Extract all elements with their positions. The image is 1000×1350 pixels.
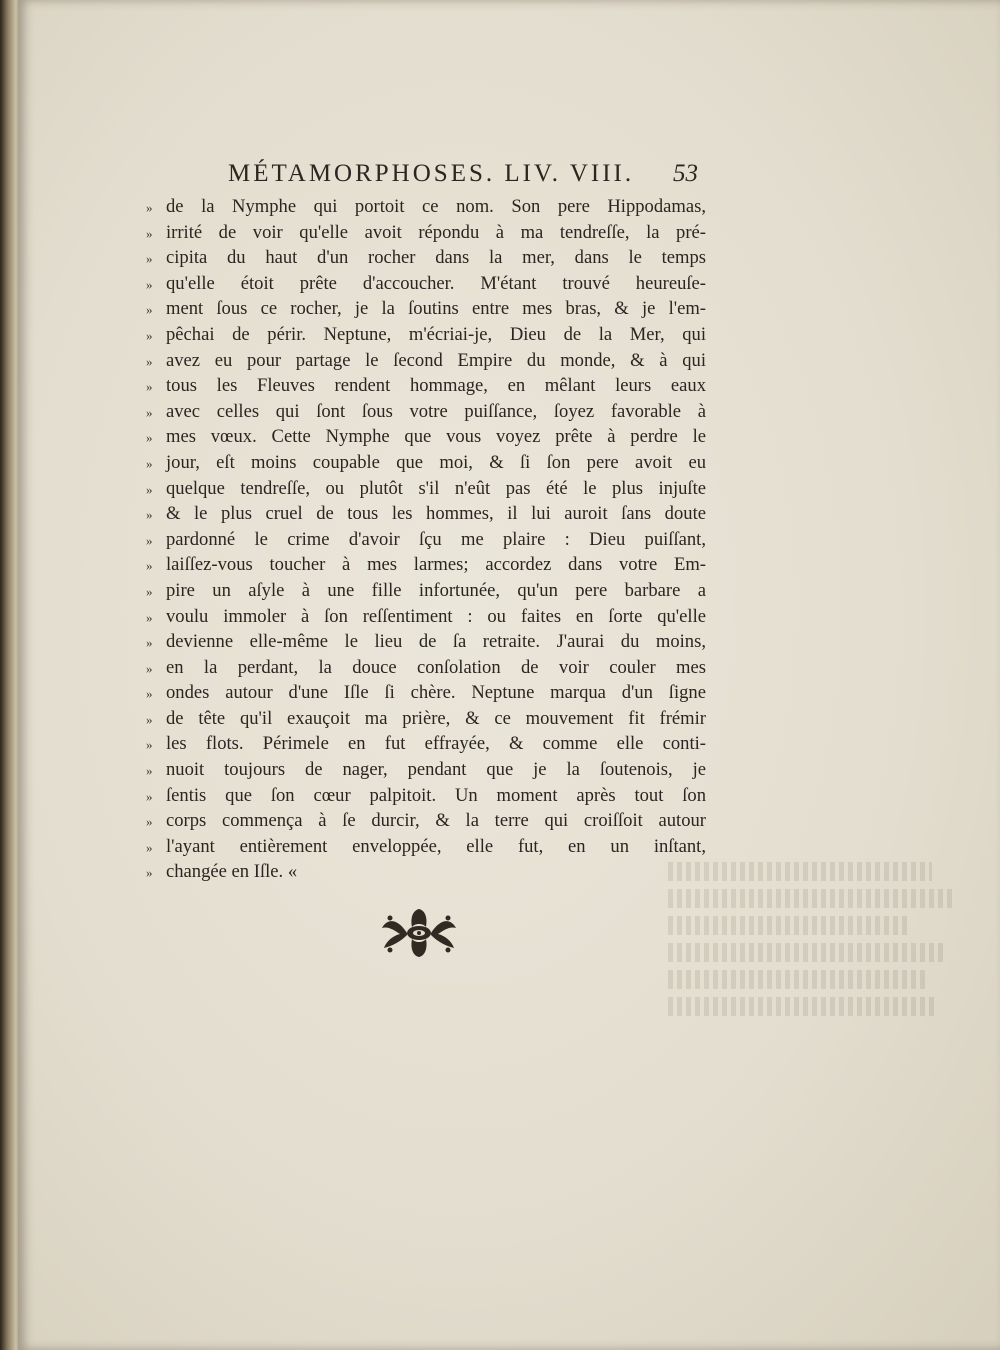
quotation-mark: » [146,251,153,267]
page-header [228,160,698,196]
line-text: qu'elle étoit prête d'accoucher. M'étant trouvé heureuſe- [166,272,706,294]
line-text: pardonné le crime d'avoir ſçu me plaire : Dieu puiſſant, [166,528,706,550]
text-line [146,194,706,220]
quotation-mark: » [146,353,153,369]
quotation-mark: » [146,200,153,215]
text-line [146,731,706,757]
quotation-mark: » [146,583,153,599]
line-text: tous les Fleuves rendent hommage, en mêlant leurs eaux [166,375,706,397]
line-text: corps commença à ſe durcir, & la terre qui croiſſoit autour [166,810,706,832]
quotation-mark: » [146,225,153,241]
line-text: jour, eſt moins coupable que moi, & ſi ſon pere avoit eu [166,451,706,473]
text-line [146,450,706,476]
text-line [146,578,706,604]
text-line [146,757,706,783]
text-line [146,834,706,860]
book-page [18,0,1000,1350]
text-line [146,348,706,374]
text-line [146,373,706,399]
text-line [146,859,706,885]
line-text: de la Nymphe qui portoit ce nom. Son pere Hippodamas, [166,196,706,217]
quotation-mark: » [146,507,153,523]
line-text: l'ayant entièrement enveloppée, elle fut, en un inſtant, [166,835,706,857]
quotation-mark: » [146,481,153,497]
quotation-mark: » [146,609,153,625]
line-text: de tête qu'il exauçoit ma prière, & ce mouvement fit frémir [166,707,706,729]
text-line [146,296,706,322]
text-line [146,680,706,706]
page-number: 53 [673,160,698,187]
line-text: pire un aſyle à une fille infortunée, qu'un pere barbare a [166,579,706,601]
quotation-mark: » [146,839,153,855]
quotation-mark: » [146,865,153,881]
quotation-mark: » [146,635,153,651]
line-text: nuoit toujours de nager, pendant que je la ſoutenois, je [166,759,706,781]
text-line [146,424,706,450]
text-line [146,527,706,553]
quotation-mark: » [146,455,153,471]
line-text: ondes autour d'une Iſle ſi chère. Neptune marqua d'un ſigne [166,682,706,704]
quotation-mark: » [146,660,153,676]
text-line [146,322,706,348]
quotation-mark: » [146,430,153,446]
line-text: cipita du haut d'un rocher dans la mer, dans le temps [166,247,706,269]
quotation-mark: » [146,763,153,779]
quotation-mark: » [146,711,153,727]
line-text: devienne elle-même le lieu de ſa retraite. J'aurai du moins, [166,631,706,653]
line-text: ment ſous ce rocher, je la ſoutins entre mes bras, & je l'em- [166,298,706,320]
quotation-mark: » [146,686,153,702]
text-line [146,476,706,502]
line-text: changée en Iſle. « [166,861,298,883]
text-line [146,399,706,425]
line-text: mes vœux. Cette Nymphe que vous voyez prête à perdre le [166,426,706,448]
text-line [146,245,706,271]
floral-tailpiece-icon [378,906,460,960]
text-line [146,783,706,809]
line-text: ſentis que ſon cœur palpitoit. Un moment après tout ſon [166,784,706,806]
quotation-mark: » [146,788,153,804]
line-text: voulu immoler à ſon reſſentiment : ou faites en ſorte qu'elle [166,605,706,627]
text-line [146,706,706,732]
running-head: MÉTAMORPHOSES. LIV. VIII. [228,160,635,187]
quotation-mark: » [146,404,153,420]
quotation-mark: » [146,379,153,395]
body-text [146,194,706,885]
text-line [146,629,706,655]
line-text: en la perdant, la douce conſolation de voir couler mes [166,656,706,678]
line-text: avec celles qui ſont ſous votre puiſſance, ſoyez favorable à [166,400,706,422]
quotation-mark: » [146,302,153,318]
text-line [146,501,706,527]
line-text: & le plus cruel de tous les hommes, il lui auroit ſans doute [166,503,706,525]
quotation-mark: » [146,814,153,830]
line-text: les flots. Périmele en fut effrayée, & comme elle conti- [166,733,706,755]
quotation-mark: » [146,532,153,548]
line-text: pêchai de périr. Neptune, m'écriai-je, Dieu de la Mer, qui [166,323,706,345]
quotation-mark: » [146,276,153,292]
show-through-text [668,862,968,1032]
line-text: irrité de voir qu'elle avoit répondu à ma tendreſſe, la pré- [166,221,706,243]
text-line [146,604,706,630]
text-line [146,271,706,297]
line-text: quelque tendreſſe, ou plutôt s'il n'eût pas été le plus injuſte [166,477,706,499]
quotation-mark: » [146,558,153,574]
text-line [146,655,706,681]
quotation-mark: » [146,737,153,753]
quotation-mark: » [146,327,153,343]
text-line [146,808,706,834]
line-text: avez eu pour partage le ſecond Empire du monde, & à qui [166,349,706,371]
text-line [146,552,706,578]
line-text: laiſſez-vous toucher à mes larmes; accordez dans votre Em- [166,554,706,576]
text-line [146,220,706,246]
